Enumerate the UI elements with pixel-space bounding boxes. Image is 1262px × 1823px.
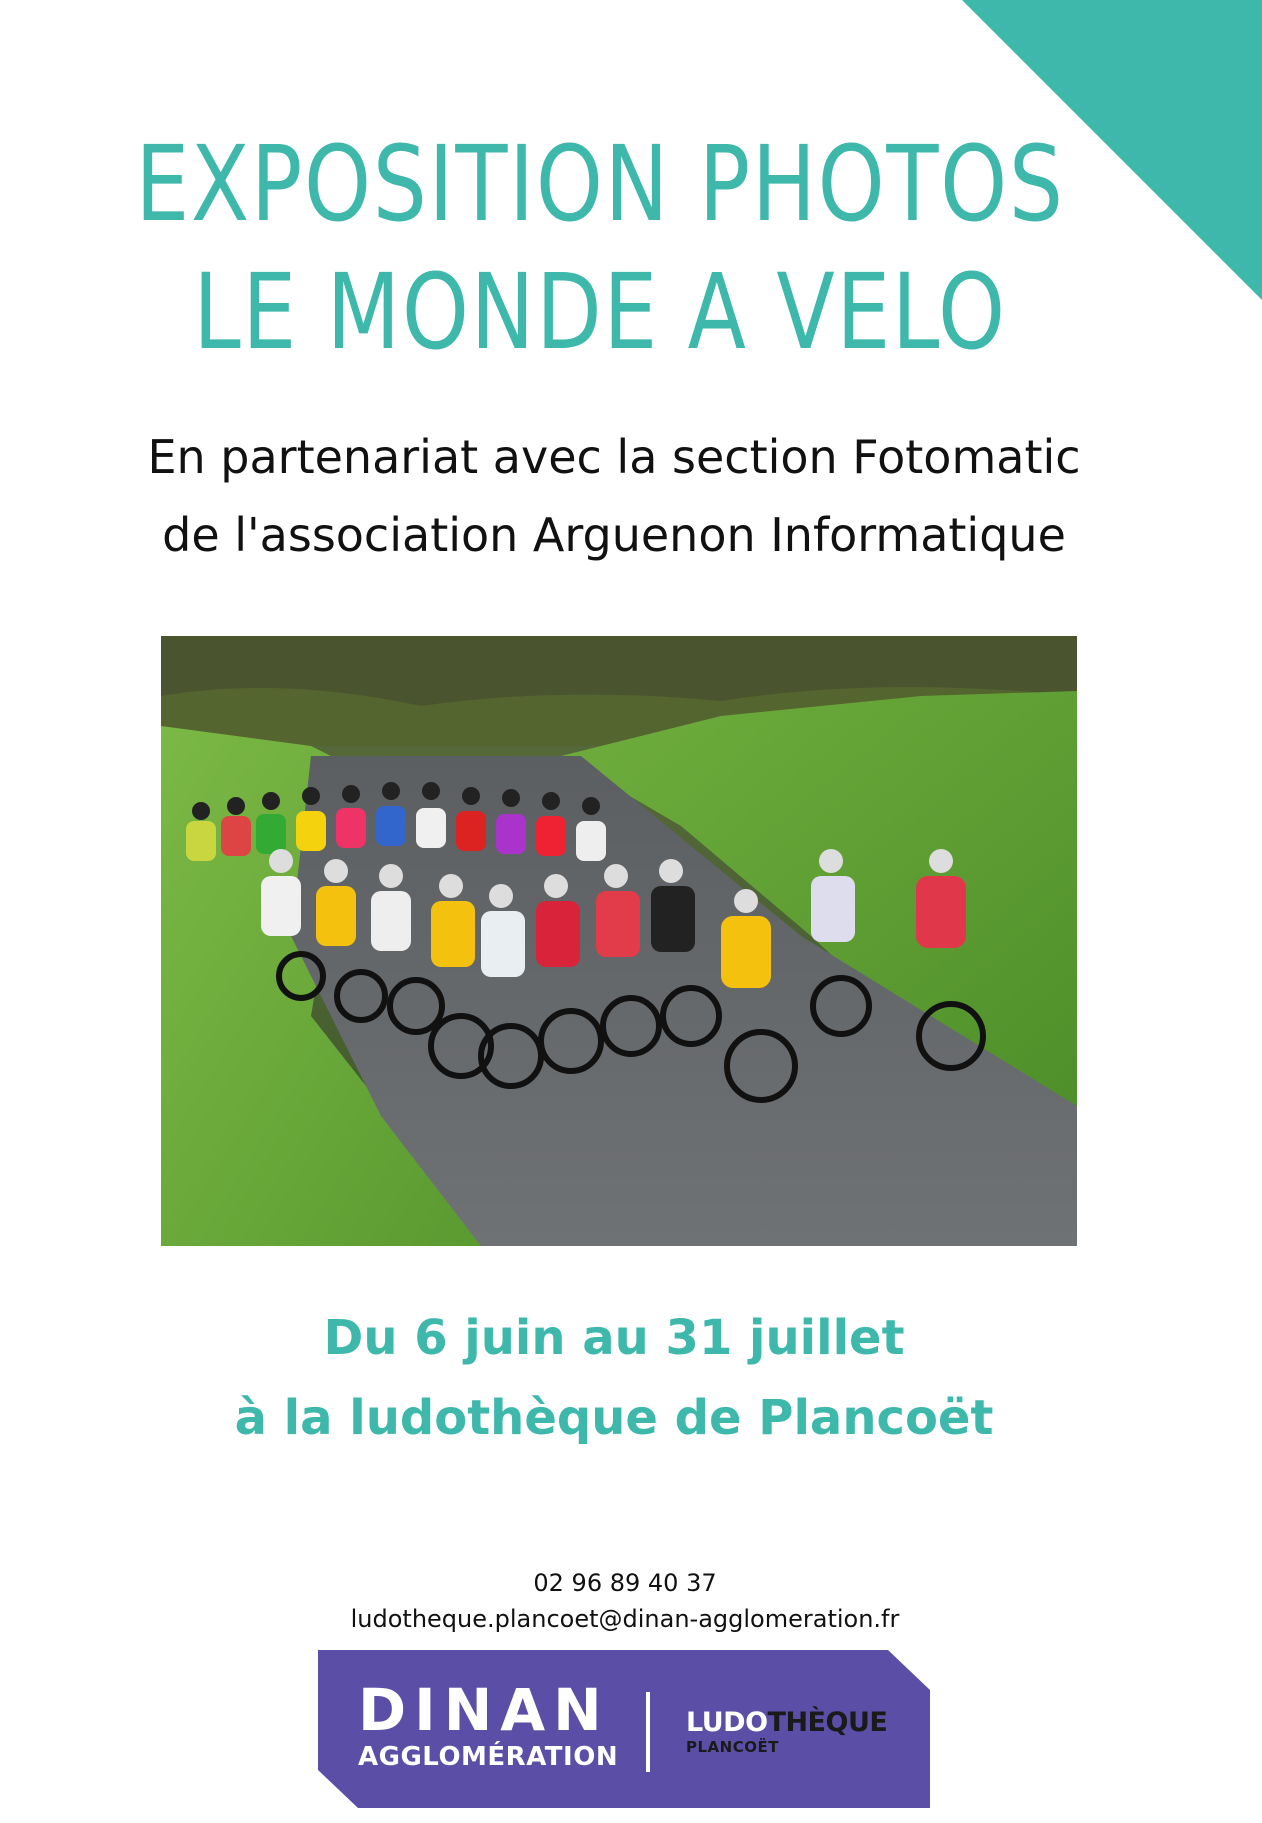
logo-ludotheque-text xyxy=(686,1708,887,1738)
title-line-2: LE MONDE A VELO xyxy=(193,251,1007,373)
event-dates xyxy=(0,1298,1228,1458)
dinan-agglomeration-logo xyxy=(318,1650,930,1808)
email-address[interactable]: ludotheque.plancoet@dinan-agglomeration.fr xyxy=(350,1605,900,1633)
partnership-line-2: de l'association Arguenon Informatique xyxy=(162,508,1066,562)
dates-line-2: à la ludothèque de Plancoët xyxy=(234,1390,994,1446)
phone-number[interactable]: 02 96 89 40 37 xyxy=(533,1569,717,1597)
logo-plancoet-text: PLANCOËT xyxy=(686,1738,779,1756)
logo-agglomeration-text: AGGLOMÉRATION xyxy=(358,1742,619,1772)
logo-ludo-part: LUDO xyxy=(686,1707,768,1738)
partnership-line-1: En partenariat avec la section Fotomatic xyxy=(147,430,1081,484)
cyclists-photo-illustration xyxy=(161,636,1077,1246)
logo-divider xyxy=(646,1692,650,1772)
contact-info xyxy=(0,1565,1250,1637)
poster-title xyxy=(0,120,1200,376)
partnership-text xyxy=(0,418,1228,574)
title-line-1: EXPOSITION PHOTOS xyxy=(135,123,1065,245)
logo-dinan-text: DINAN xyxy=(358,1676,610,1744)
dates-line-1: Du 6 juin au 31 juillet xyxy=(323,1310,905,1366)
logo-theque-part: THÈQUE xyxy=(767,1707,888,1738)
cyclists-photo xyxy=(161,636,1077,1246)
